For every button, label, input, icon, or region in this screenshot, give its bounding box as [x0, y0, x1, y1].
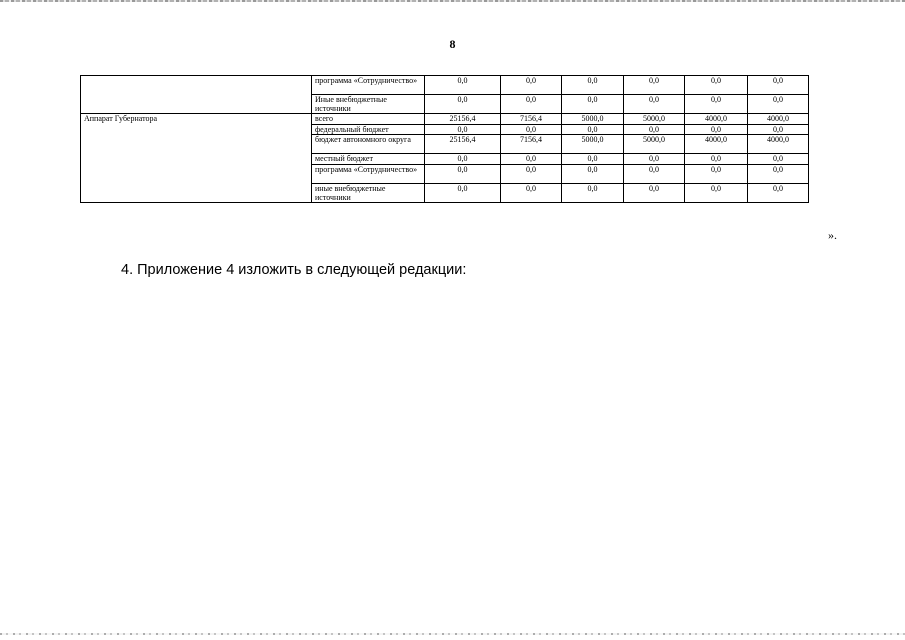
- value-cell-year-3: 0,0: [624, 76, 685, 95]
- funding-source-cell: всего: [312, 114, 425, 125]
- value-cell-year-1: 7156,4: [501, 114, 562, 125]
- value-cell-year-4: 0,0: [685, 183, 748, 202]
- value-cell-total: 0,0: [425, 164, 501, 183]
- funding-source-cell: программа «Сотрудничество»: [312, 164, 425, 183]
- value-cell-year-2: 0,0: [562, 76, 624, 95]
- value-cell-year-3: 0,0: [624, 154, 685, 165]
- organization-cell: [81, 76, 312, 114]
- value-cell-year-5: 0,0: [748, 76, 809, 95]
- value-cell-year-5: 0,0: [748, 95, 809, 114]
- value-cell-year-1: 0,0: [501, 76, 562, 95]
- funding-source-cell: программа «Сотрудничество»: [312, 76, 425, 95]
- value-cell-year-1: 0,0: [501, 124, 562, 135]
- funding-source-cell: иные внебюджетные источники: [312, 183, 425, 202]
- value-cell-year-3: 5000,0: [624, 135, 685, 154]
- page-number: 8: [449, 37, 456, 51]
- value-cell-year-3: 0,0: [624, 95, 685, 114]
- funding-source-cell: бюджет автономного округа: [312, 135, 425, 154]
- value-cell-year-2: 0,0: [562, 183, 624, 202]
- value-cell-year-2: 5000,0: [562, 114, 624, 125]
- value-cell-total: 0,0: [425, 154, 501, 165]
- value-cell-total: 25156,4: [425, 135, 501, 154]
- value-cell-year-5: 0,0: [748, 154, 809, 165]
- value-cell-year-5: 0,0: [748, 183, 809, 202]
- value-cell-year-2: 0,0: [562, 164, 624, 183]
- value-cell-total: 25156,4: [425, 114, 501, 125]
- value-cell-total: 0,0: [425, 183, 501, 202]
- value-cell-year-3: 0,0: [624, 164, 685, 183]
- value-cell-year-3: 0,0: [624, 124, 685, 135]
- value-cell-year-4: 0,0: [685, 154, 748, 165]
- table-row: [81, 76, 809, 95]
- scan-edge-top: [0, 0, 905, 2]
- value-cell-year-5: 0,0: [748, 124, 809, 135]
- value-cell-year-2: 0,0: [562, 124, 624, 135]
- value-cell-year-3: 5000,0: [624, 114, 685, 125]
- value-cell-year-1: 7156,4: [501, 135, 562, 154]
- funding-source-cell: Иные внебюджетные источники: [312, 95, 425, 114]
- value-cell-year-4: 4000,0: [685, 114, 748, 125]
- scan-edge-bottom: [0, 633, 905, 635]
- value-cell-year-3: 0,0: [624, 183, 685, 202]
- value-cell-year-4: 0,0: [685, 76, 748, 95]
- funding-source-cell: федеральный бюджет: [312, 124, 425, 135]
- value-cell-year-4: 0,0: [685, 164, 748, 183]
- funding-source-cell: местный бюджет: [312, 154, 425, 165]
- value-cell-year-1: 0,0: [501, 164, 562, 183]
- amendment-paragraph: 4. Приложение 4 изложить в следующей редакции:: [121, 262, 467, 278]
- value-cell-year-5: 0,0: [748, 164, 809, 183]
- value-cell-total: 0,0: [425, 76, 501, 95]
- value-cell-year-2: 0,0: [562, 154, 624, 165]
- value-cell-year-1: 0,0: [501, 95, 562, 114]
- value-cell-year-5: 4000,0: [748, 135, 809, 154]
- value-cell-year-4: 0,0: [685, 95, 748, 114]
- value-cell-total: 0,0: [425, 124, 501, 135]
- value-cell-year-4: 4000,0: [685, 135, 748, 154]
- value-cell-total: 0,0: [425, 95, 501, 114]
- budget-table: [80, 75, 809, 203]
- organization-cell: Аппарат Губернатора: [81, 114, 312, 203]
- value-cell-year-1: 0,0: [501, 183, 562, 202]
- value-cell-year-1: 0,0: [501, 154, 562, 165]
- value-cell-year-2: 5000,0: [562, 135, 624, 154]
- value-cell-year-5: 4000,0: [748, 114, 809, 125]
- value-cell-year-2: 0,0: [562, 95, 624, 114]
- value-cell-year-4: 0,0: [685, 124, 748, 135]
- table-row: [81, 114, 809, 125]
- closing-quote: ».: [828, 228, 837, 242]
